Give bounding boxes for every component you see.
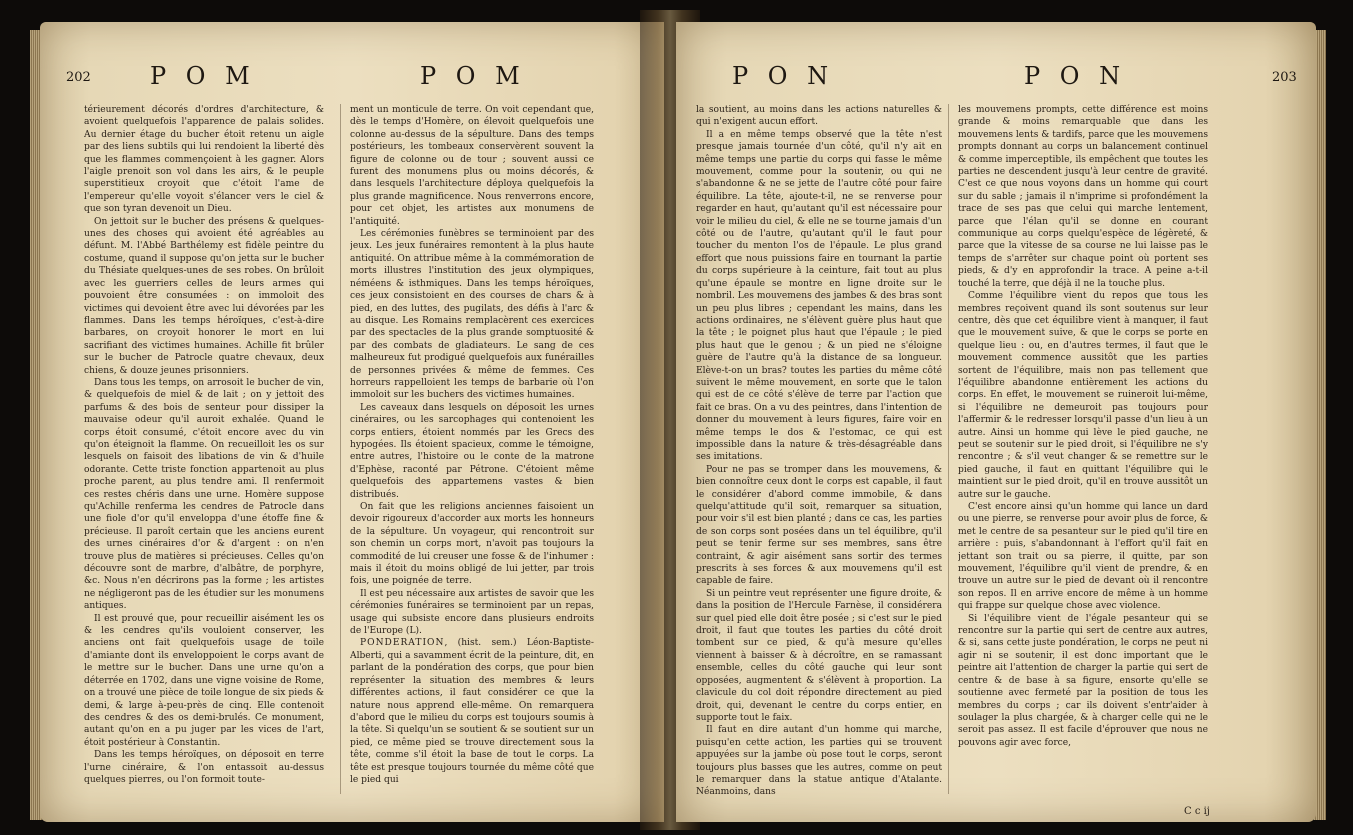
- running-head-right-col2: P O N: [1024, 62, 1127, 90]
- paragraph: C'est encore ainsi qu'un homme qui lance un dard ou une pierre, se renverse pour avoir plus de force, & met le centre de sa pesanteur sur le pied qu'il tire en arrière : puis, s'abandonnant à l'effort qu'il fait en jettant son trait ou sa pierre, il quitte, par son mouvement, l'équilibre qu'il vient de prendre, & en trouve un autre sur le pied de devant où il rencontre son repos. Il en arrive encore de même à un homme qui frappe sur quelque chose avec violence.: [958, 502, 1208, 612]
- right-page-header: [676, 62, 1316, 104]
- paragraph: les mouvemens prompts, cette différence est moins grande & moins remarquable que dans les mouvemens lents & tardifs, parce que les mouvemens prompts donnant au corps un balancement continuel & comme imperceptible, ils empêchent que toutes les parties ne descendent jusqu'à leur centre de gravité. C'est ce que nous voyons dans un homme qui court sur du sable ; jamais il n'imprime si profondément la trace de ses pas que celui qui marche lentement, parce que l'élan qu'il se donne en courant communique au corps quelqu'espèce de légèreté, & parce que la vitesse de sa course ne lui laisse pas le temps de s'arrêter sur chaque point où portent ses pieds, & d'y en approfondir la trace. A peine a-t-il touché la terre, que déjà il ne la touche plus.: [958, 105, 1208, 289]
- paragraph: la soutient, au moins dans les actions naturelles & qui n'exigent aucun effort.: [696, 105, 942, 128]
- left-page: [40, 22, 664, 822]
- paragraph: Il a en même temps observé que la tête n'est presque jamais tournée d'un côté, qu'il n'y ait en même temps une partie du corps qui fasse le même mouvement, comme pour la soutenir, ou qui ne s'abandonne & ne se jette de l'autre côté pour faire équilibre. La tête, ajoute-t-il, ne se renverse pour regarder en haut, qu'autant qu'il est nécessaire pour voir le milieu du ciel, & elle ne se tourne jamais d'un côté ou de l'autre, qu'autant qu'il le faut pour toucher du menton l'os de l'épaule. Le plus grand effort que nous puissions faire en tournant la partie du corps supérieure à la ceinture, fait tout au plus qu'une épaule se montre en ligne droite sur le nombril. Les mouvemens des jambes & des bras sont un peu plus libres ; cependant les mains, dans les actions ordinaires, ne s'élèvent guère plus haut que la tête ; le poignet plus haut que l'épaule ; le pied plus haut que le genou ; & un pied ne s'éloigne guère de l'autre qu'à la distance de sa longueur. Elève-t-on un bras? toutes les parties du même côté suivent le même mouvement, en sorte que le talon qui est de ce côté s'élève de terre par l'action que fait ce bras. On a vu des peintres, dans l'intention de donner du mouvement à leurs figures, faire voir en même temps le dos & l'estomac, ce qui est impossible dans la nature & très-désagréable dans ses imitations.: [696, 129, 942, 463]
- right-page-column-2: [958, 104, 1208, 804]
- paragraph: Si un peintre veut représenter une figure droite, & dans la position de l'Hercule Farnèse, il considérera sur quel pied elle doit être posée ; si c'est sur le pied droit, il faut que toutes les parties du côté droit tombent sur ce pied, & qu'à mesure qu'elles viennent à baisser & à décroître, en se ramassant ensemble, celles du côté gauche qui leur sont opposées, augmentent & s'élèvent à proportion. La clavicule du col doit répondre directement au pied droit, qui, devenant le centre du corps entier, en supporte tout le faix.: [696, 588, 942, 723]
- paragraph: On fait que les religions anciennes faisoient un devoir rigoureux d'accorder aux morts les honneurs de la sépulture. Un voyageur, qui rencontroit sur son chemin un corps mort, n'avoit pas toujours la commodité de lui creuser une fosse & de l'inhumer : mais il étoit du moins obligé de lui jetter, par trois fois, une poignée de terre.: [350, 502, 594, 587]
- page-number-right: 203: [1272, 70, 1297, 85]
- column-rule: [340, 104, 341, 794]
- paragraph: Il faut en dire autant d'un homme qui marche, puisqu'en cette action, les parties qui se trouvent appuyées sur la jambe où pose tout le corps, seront toujours plus basses que les autres, comme on peut le remarquer dans la statue antique d'Atalante. Néanmoins, dans: [696, 725, 942, 798]
- paragraph: Pour ne pas se tromper dans les mouvemens, & bien connoître ceux dont le corps est capable, il faut le considérer d'abord comme immobile, & dans quelqu'attitude qu'il soit, remarquer sa situation, pour voir s'il est bien planté ; dans ce cas, les parties de son corps sont posées dans un tel équilibre, qu'il peut se tenir ferme sur ses membres, sans être contraint, & agir aisément sans sortir des termes prescrits à ses forces & aux mouvemens qu'il est capable de faire.: [696, 464, 942, 587]
- left-page-column-1: [84, 104, 324, 804]
- column-rule: [948, 104, 949, 794]
- signature-mark: C c ij: [1184, 806, 1210, 817]
- paragraph: Il est peu nécessaire aux artistes de savoir que les cérémonies funéraires se terminoient par un repas, usage qui subsiste encore dans plusieurs endroits de l'Europe (L).: [350, 588, 594, 637]
- paragraph: Comme l'équilibre vient du repos que tous les membres reçoivent quand ils sont soutenus sur leur centre, dès que cet équilibre vient à manquer, il faut que le mouvement suive, & que le corps se porte en quelque lieu : ou, en d'autres termes, il faut que le mouvement commence aussitôt que les parties sortent de l'équilibre, mais non pas tellement que l'équilibre abandonne entièrement les actions du corps. En effet, le mouvement se ruineroit lui-même, si l'équilibre ne demeuroit pas toujours pour l'affermir & le redresser lorsqu'il passe d'un lieu à un autre. Ainsi un homme qui lève le pied gauche, ne peut se soutenir sur le pied droit, si l'équilibre ne s'y rencontre ; & s'il veut changer & se remettre sur le pied gauche, il faut en quittant l'équilibre qui le maintient sur le pied droit, qu'il en trouve aussitôt un autre sur le gauche.: [958, 291, 1208, 500]
- paragraph: térieurement décorés d'ordres d'architecture, & avoient quelquefois l'apparence de palais solides. Au dernier étage du bucher étoit retenu un aigle par des liens subtils qui lui rendoient la liberté dès que les flammes commençoient à les gagner. Alors l'aigle prenoit son vol dans les airs, & le peuple superstitieux croyoit que c'étoit l'ame de l'empereur qu'elle voyoit s'élancer vers le ciel & que son tyran devenoit un Dieu.: [84, 105, 324, 215]
- paragraph: ment un monticule de terre. On voit cependant que, dès le temps d'Homère, on élevoit quelquefois une colonne au-dessus de la sépulture. Dans des temps postérieurs, les tombeaux conservèrent souvent la figure de colonne ou de tour ; souvent aussi ce furent des monumens plus ou moins décorés, & dans lesquels l'architecture déploya quelquefois la plus grande magnificence. Nous renverrons encore, pour cet objet, les artistes aux monumens de l'antiquité.: [350, 105, 594, 227]
- page-number-left: 202: [66, 70, 91, 85]
- entry-body: , (hist. sem.) Léon-Baptiste-Alberti, qui a savamment écrit de la peinture, dit, en parlant de la pondération des corps, que pour bien représenter la situation des membres & leurs différentes actions, il faut considérer ce que la nature nous apprend elle-même. On remarquera d'abord que le milieu du corps est toujours soumis à la tête. Si quelqu'un se soutient & se soutient sur un pied, ce même pied se trouve directement sous la tête, comme s'il étoit la base de tout le corps. La tête est presque toujours tournée du même côté que le pied qui: [350, 638, 594, 785]
- left-page-header: [40, 62, 664, 104]
- paragraph: Les cérémonies funèbres se terminoient par des jeux. Les jeux funéraires remontent à la plus haute antiquité. On attribue même à la commémoration de morts illustres l'institution des jeux olympiques, néméens & isthmiques. Dans les temps héroïques, ces jeux consistoient en des courses de chars & à pied, en des luttes, des pugilats, des défis à l'arc & au disque. Les Romains remplacèrent ces exercices par des spectacles de la plus grande somptuosité & par des combats de gladiateurs. Le sang de ces malheureux fut prodigué quelquefois aux funérailles de personnes privées & même de femmes. Ces horreurs rappelloient les temps de barbarie où l'on immoloit sur les buchers des victimes humaines.: [350, 229, 594, 401]
- right-page: [676, 22, 1316, 822]
- running-head-left-col1: P O M: [150, 62, 256, 90]
- left-page-column-2: [350, 104, 594, 804]
- running-head-right-col1: P O N: [732, 62, 835, 90]
- paragraph: Dans tous les temps, on arrosoit le bucher de vin, & quelquefois de miel & de lait ; on y jettoit des parfums & des bois de senteur pour dissiper la mauvaise odeur qu'il auroit exhalée. Quand le corps étoit consumé, c'étoit encore avec du vin qu'on éteignoit la flamme. On recueilloit les os sur lesquels on faisoit des libations de vin & d'huile odorante. Cette triste fonction appartenoit au plus proche parent, au plus tendre ami. Il renfermoit ces restes chéris dans une urne. Homère suppose qu'Achille renferma les cendres de Patrocle dans une fiole d'or qu'il enveloppa d'une étoffe fine & précieuse. Il paroît certain que les anciens eurent des urnes cinéraires d'or & d'argent : on n'en trouve plus de matières si précieuses. Celles qu'on découvre sont de marbre, d'albâtre, de porphyre, &c. Nous n'en décrirons pas la forme ; les artistes ne négligeront pas de les étudier sur les monumens antiques.: [84, 377, 324, 612]
- dictionary-entry: [350, 637, 594, 786]
- running-head-left-col2: P O M: [420, 62, 526, 90]
- paragraph: Dans les temps héroïques, on déposoit en terre l'urne cinéraire, & l'on entassoit au-dessus quelques pierres, ou l'on formoit toute-: [84, 750, 324, 785]
- paragraph: Si l'équilibre vient de l'égale pesanteur qui se rencontre sur la partie qui sert de centre aux autres, & si, sans cette juste pondération, le corps ne peut ni agir ni se soutenir, il est donc important que le peintre ait l'attention de charger la partie qui sert de centre & de base à sa figure, ensorte qu'elle se soutienne avec fermeté par la position de tous les membres du corps ; car ils doivent s'entr'aider à soulager la plus chargée, & à charger celle qui ne le seroit pas assez. Il est facile d'éprouver que nous ne pouvons agir avec force,: [958, 613, 1208, 748]
- paragraph: Les caveaux dans lesquels on déposoit les urnes cinéraires, ou les sarcophages qui contenoient les corps entiers, étoient nommés par les Grecs des hypogées. Ils étoient spacieux, comme le témoigne, entre autres, l'histoire ou le conte de la matrone d'Ephèse, raconté par Pétrone. C'étoient même quelquefois des appartemens vastes & bien distribués.: [350, 402, 594, 500]
- entry-headword: PONDERATION: [360, 638, 445, 649]
- right-page-column-1: [696, 104, 942, 804]
- paragraph: Il est prouvé que, pour recueillir aisément les os & les cendres qu'ils vouloient conserver, les anciens ont fait quelquefois usage de toile d'amiante dont ils enveloppoient le corps avant de le mettre sur le bucher. Dans une urne qu'on a déterrée en 1702, dans une vigne voisine de Rome, on a trouvé une pièce de toile longue de six pieds & demi, & large à-peu-près de cinq. Elle contenoit des cendres & des os demi-brulés. Ce monument, autant qu'on en a pu juger par les vices de l'art, étoit postérieur à Constantin.: [84, 613, 324, 748]
- paragraph: On jettoit sur le bucher des présens & quelques-unes des choses qui avoient été agréables au défunt. M. l'Abbé Barthélemy est fidèle peintre du costume, quand il suppose qu'on jetta sur le bucher du Thésiate quelques-unes de ses robes. On brûloit avec les guerriers celles de leurs armes qui pouvoient être consumées : on immoloit des victimes qui devoient être avec lui dévorées par les flammes. Dans les temps héroïques, c'est-à-dire barbares, on croyoit honorer le mort en lui sacrifiant des victimes humaines. Achille fit brûler sur le bucher de Patrocle quatre chevaux, deux chiens, & douze jeunes prisonniers.: [84, 216, 324, 376]
